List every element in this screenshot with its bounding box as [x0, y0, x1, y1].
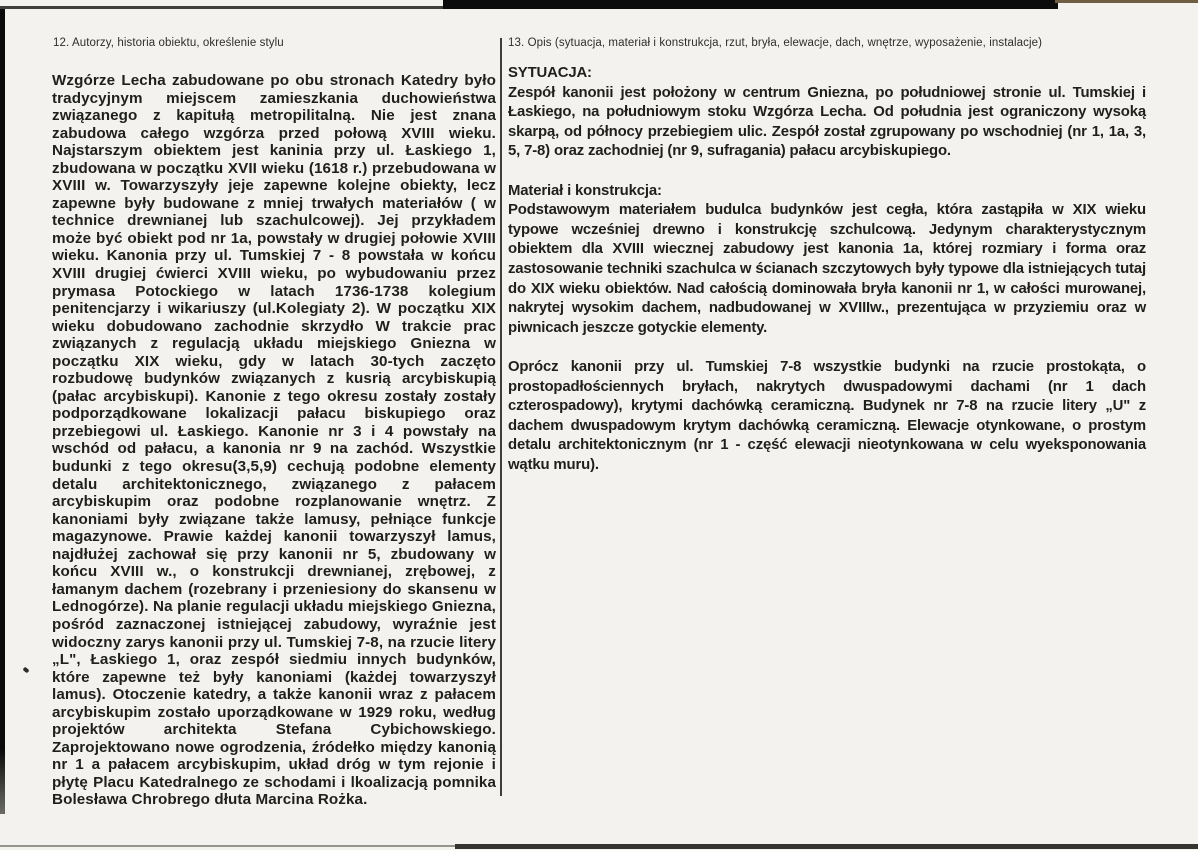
scan-speck: [22, 667, 29, 674]
bryly-text: Oprócz kanonii przy ul. Tumskiej 7-8 wszystkie budynki na rzucie prostokąta, o prostopadłościennych bryłach, nakrytych dwuspadowymi dachami (nr 1 dach czterospadowy), krytymi dachówką ceramiczną. Budynek nr 7-8 na rzucie litery „U" z dachem dwuspadowym krytym dachówką ceramiczną. Elewacje otynkowane, o prostym detalu architektonicznym (nr 1 - część elewacji nieotynkowana w celu wyeksponowania wątku muru).: [508, 358, 1146, 473]
section-13-body: [508, 64, 1146, 495]
material-text: Podstawowym materiałem budulca budynków jest cegła, która zastąpiła w XIX wieku typowe wcześniej drewno i konstrukcję szchulcową. Jedynym charakterystycznym obiektem dla XVIII wiecznej zabudowy jest kanonia 1a, której rozmiary i forma oraz zastosowanie techniki szachulca w ścianach szczytowych były typowe dla istniejących tutaj do XIX wieku obiektów. Nad całością dominowała bryła kanonii nr 1, w całości murowanej, nakrytej wysokim dachem, nadbudowanej w XVIIIw., prezentująca w przyziemiu oraz w piwnicach jeszcze gotyckie elementy.: [508, 202, 1146, 336]
sytuacja-heading: SYTUACJA:: [508, 65, 592, 81]
scan-edge-top-right: [1055, 0, 1198, 3]
section-12-body-text: Wzgórze Lecha zabudowane po obu stronach Katedry było tradycyjnym miejscem zamieszkania duchowieństwa związanego z kapitułą metropilitalną. Nie jest znana zabudowa całego wzgórza przed połową XVIII wieku. Najstarszym obiektem jest kaninia przy ul. Łaskiego 1, zbudowana w początku XVII wieku (1618 r.) przebudowana w XVIII w. Towarzyszyły jeje zapewne kolejne obiekty, lecz zapewne były budowane z mniej trwałych materiałów ( w technice drewnianej lub szachulcowej). Jej przykładem może być obiekt pod nr 1a, powstały w drugiej połowie XVIII wieku. Kanonia przy ul. Tumskiej 7 - 8 powstała w końcu XVIII drugiej ćwierci XVIII wieku, po wybudowaniu przez prymasa Potockiego w latach 1736-1738 kolegium penitencjarzy i wikariuszy (ul.Kolegiaty 2). W początku XIX wieku dobudowano zachodnie skrzydło W trakcie prac związanych z regulacją układu miejskiego Gniezna w początku XIX wieku, gdy w latach 30-tych zaczęto rozbudowę budynków związanych z kusrią arcybiskupią (pałac arcybiskupi). Kanonie z tego okresu zostały zostały podporządkowane lokalizacji pałacu biskupiego oraz przebiegowi ul. Łaskiego. Kanonie nr 3 i 4 powstały na wschód od pałacu, a kanonia nr 9 na zachód. Wszystkie budunki z tego okresu(3,5,9) cechują podobne elementy detalu architektonicznego, związanego z pałacem arcybiskupim oraz podobne rozplanowanie wnętrz. Z kanoniami były związane także lamusy, pełniące funkcje magazynowe. Prawie każdej kanonii towarzyszył lamus, najdłużej zachował się przy kanonii nr 5, zbudowany w końcu XVIII w., o konstrukcji drewnianej, zrębowej, z łamanym dachem (rozebrany i przeniesiony do skansenu w Lednogórze). Na planie regulacji układu miejskiego Gniezna, pośród zaznaczonej istniejącej zabudowy, wyraźnie jest widoczny zarys kanonii przy ul. Tumskiej 7-8, na rzucie litery „L", Łaskiego 1, oraz zespół siedmiu innych budynków, które zapewne też były kanoniami (każdej towarzyszył lamus). Otoczenie katedry, a także kanonii wraz z pałacem arcybiskupim zostało uporządkowane w 1929 roku, według projektów architekta Stefana Cybichowskiego. Zaprojektowano nowe ogrodzenia, źródełko między kanonią nr 1 a pałacem arcybiskupim, układ dróg w tym rejonie i płytę Placu Katedralnego ze schodami i lkoalizacją pomnika Bolesława Chrobrego dłuta Marcina Rożka.: [52, 72, 496, 809]
sytuacja-text: Zespół kanonii jest położony w centrum Gniezna, po południowej stronie ul. Tumskiej i Łaskiego, na południowym stoku Wzgórza Lecha. Od południa jest ograniczony wysoką skarpą, od północy przebiegiem ulic. Zespół został zgrupowany po wschodniej (nr 1, 1a, 3, 5, 7-8) oraz zachodniej (nr 9, sufragania) pałacu arcybiskupiego.: [508, 84, 1146, 160]
column-divider: [500, 38, 502, 796]
section-13-header: 13. Opis (sytuacja, materiał i konstrukcja, rzut, bryła, elewacje, dach, wnętrze, wyposażenie, instalacje): [508, 37, 1043, 49]
scan-edge-top-left: [0, 6, 448, 9]
section-12-header: 12. Autorzy, historia obiektu, określenie stylu: [53, 37, 284, 49]
scan-edge-bottom-right: [455, 844, 1198, 849]
scan-edge-left: [0, 8, 5, 814]
section-bryly-opis: [508, 358, 1146, 476]
section-material-konstrukcja: [508, 182, 1146, 339]
scan-edge-bottom-left: [0, 845, 460, 847]
scan-edge-top-middle: [443, 0, 1058, 9]
section-sytuacja: [508, 64, 1146, 162]
material-heading: Materiał i konstrukcja:: [508, 182, 662, 199]
